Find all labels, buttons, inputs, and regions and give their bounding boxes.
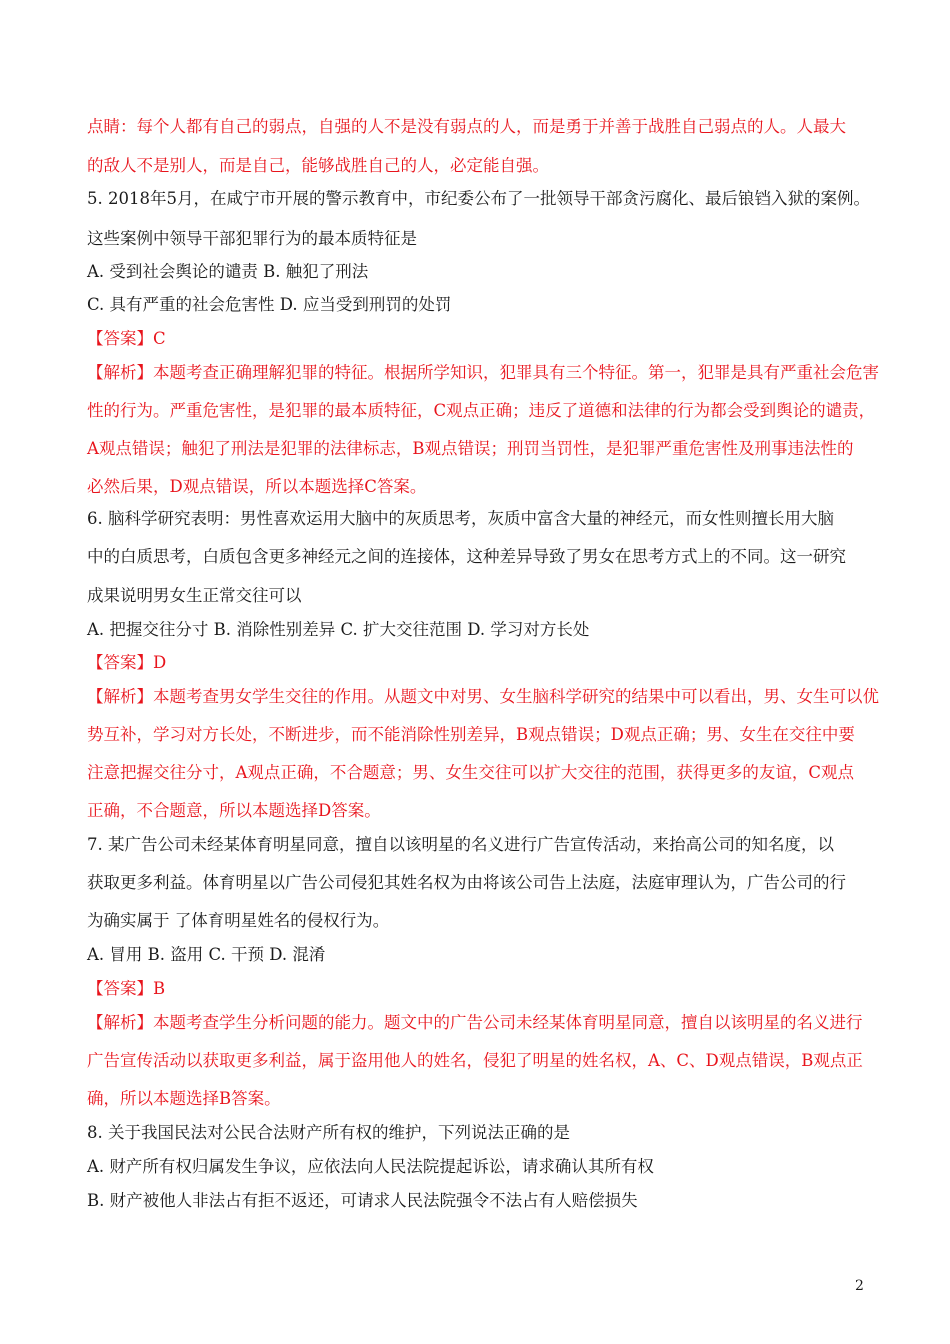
text-line: A. 财产所有权归属发生争议，应依法向人民法院提起诉讼，请求确认其所有权	[87, 1157, 654, 1176]
text-line: 的敌人不是别人，而是自己，能够战胜自己的人，必定能自强。	[87, 156, 549, 175]
text-line: C. 具有严重的社会危害性 D. 应当受到刑罚的处罚	[87, 295, 452, 314]
page-number: 2	[855, 1278, 864, 1294]
text-line: 成果说明男女生正常交往可以	[87, 586, 302, 605]
text-line: B. 财产被他人非法占有拒不返还，可请求人民法院强令不法占有人赔偿损失	[87, 1191, 638, 1210]
text-line: 势互补，学习对方长处，不断进步，而不能消除性别差异，B观点错误；D观点正确；男、女生在交往中要	[87, 725, 855, 744]
text-line: A. 受到社会舆论的谴责 B. 触犯了刑法	[87, 262, 369, 281]
text-line: A. 冒用 B. 盗用 C. 干预 D. 混淆	[87, 945, 326, 964]
text-line: 广告宣传活动以获取更多利益，属于盗用他人的姓名，侵犯了明星的姓名权，A、C、D观点错误，B观点正	[87, 1051, 863, 1070]
text-line: 【答案】C	[87, 329, 166, 348]
text-line: A. 把握交往分寸 B. 消除性别差异 C. 扩大交往范围 D. 学习对方长处	[87, 620, 590, 639]
text-line: 7. 某广告公司未经某体育明星同意，擅自以该明星的名义进行广告宣传活动，来抬高公司的知名度，以	[87, 835, 834, 854]
text-line: 5. 2018年5月，在咸宁市开展的警示教育中，市纪委公布了一批领导干部贪污腐化、最后锒铛入狱的案例。	[87, 189, 870, 208]
text-line: 正确，不合题意，所以本题选择D答案。	[87, 801, 381, 820]
text-line: 确，所以本题选择B答案。	[87, 1089, 281, 1108]
text-line: 6. 脑科学研究表明：男性喜欢运用大脑中的灰质思考，灰质中富含大量的神经元，而女性则擅长用大脑	[87, 509, 834, 528]
text-line: 必然后果，D观点错误，所以本题选择C答案。	[87, 477, 427, 496]
text-line: 【解析】本题考查学生分析问题的能力。题文中的广告公司未经某体育明星同意，擅自以该明星的名义进行	[87, 1013, 863, 1032]
text-line: A观点错误；触犯了刑法是犯罪的法律标志，B观点错误；刑罚当罚性，是犯罪严重危害性及刑事违法性的	[87, 439, 854, 458]
text-line: 8. 关于我国民法对公民合法财产所有权的维护，下列说法正确的是	[87, 1123, 570, 1142]
text-line: 中的白质思考，白质包含更多神经元之间的连接体，这种差异导致了男女在思考方式上的不同。这一研究	[87, 547, 846, 566]
text-line: 【解析】本题考查正确理解犯罪的特征。根据所学知识，犯罪具有三个特征。第一，犯罪是具有严重社会危害	[87, 363, 879, 382]
text-line: 点睛：每个人都有自己的弱点，自强的人不是没有弱点的人，而是勇于并善于战胜自己弱点的人。人最大	[87, 117, 846, 136]
text-line: 注意把握交往分寸，A观点正确，不合题意；男、女生交往可以扩大交往的范围，获得更多的友谊，C观点	[87, 763, 855, 782]
text-line: 为确实属于 了体育明星姓名的侵权行为。	[87, 911, 390, 930]
text-line: 性的行为。严重危害性，是犯罪的最本质特征，C观点正确；违反了道德和法律的行为都会受到舆论的谴责，	[87, 401, 876, 420]
text-line: 这些案例中领导干部犯罪行为的最本质特征是	[87, 229, 417, 248]
text-line: 【答案】D	[87, 653, 167, 672]
text-line: 【答案】B	[87, 979, 166, 998]
text-line: 获取更多利益。体育明星以广告公司侵犯其姓名权为由将该公司告上法庭，法庭审理认为，广告公司的行	[87, 873, 846, 892]
text-line: 【解析】本题考查男女学生交往的作用。从题文中对男、女生脑科学研究的结果中可以看出，男、女生可以优	[87, 687, 879, 706]
